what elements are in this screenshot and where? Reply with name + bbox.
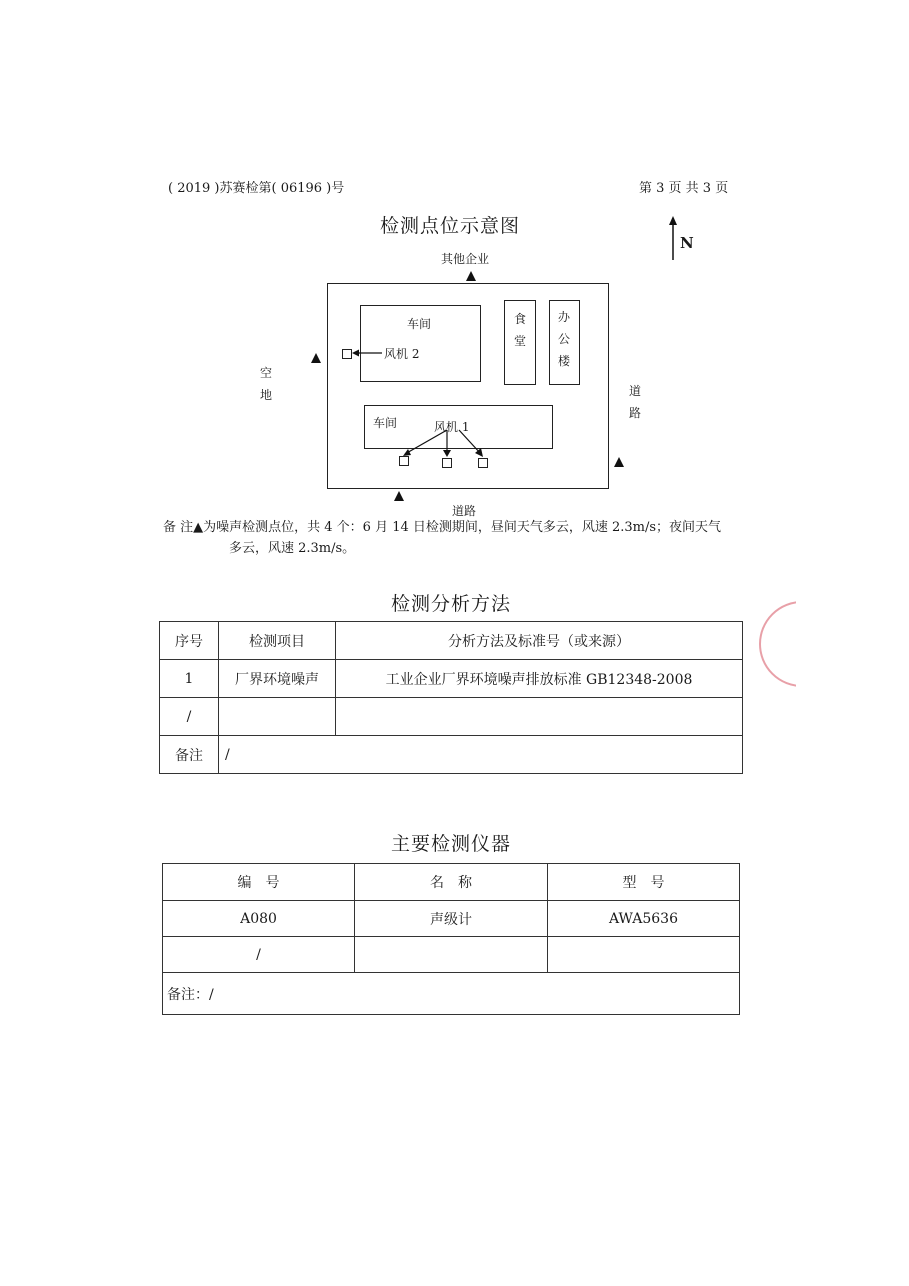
label-road-south: 道路 <box>452 504 477 518</box>
methods-title: 检测分析方法 <box>391 593 512 615</box>
north-label: N <box>680 234 694 252</box>
monitor-point-north <box>466 271 476 281</box>
table-cell <box>355 937 548 973</box>
diagram-title: 检测点位示意图 <box>380 215 521 237</box>
table-cell <box>548 937 740 973</box>
label-other-enterprise: 其他企业 <box>441 252 490 266</box>
table-cell: 声级计 <box>355 901 548 937</box>
fan1-marker-left <box>399 456 409 466</box>
header-cell: 分析方法及标准号（或来源） <box>336 622 743 660</box>
header-cell: 检测项目 <box>219 622 336 660</box>
remark-row <box>160 736 743 774</box>
table-row <box>160 698 743 736</box>
instruments-header-row <box>163 864 740 901</box>
diagram-note-line2: 多云，风速 2.3m/s。 <box>229 541 356 556</box>
header-cell: 名 称 <box>355 864 548 901</box>
table-cell: 1 <box>160 660 219 698</box>
workshop-bottom-label: 车间 <box>373 416 398 430</box>
table-cell: AWA5636 <box>548 901 740 937</box>
table-cell: 工业企业厂界环境噪声排放标准 GB12348-2008 <box>336 660 743 698</box>
label-vacant-land: 空 地 <box>259 366 272 402</box>
remark-value: 备注：/ <box>163 973 740 1015</box>
monitor-point-west <box>311 353 321 363</box>
table-cell: A080 <box>163 901 355 937</box>
table-row <box>160 660 743 698</box>
monitor-point-south <box>394 491 404 501</box>
table-cell <box>336 698 743 736</box>
fan1-label: 风机 1 <box>434 420 470 434</box>
instruments-title: 主要检测仪器 <box>391 833 512 855</box>
page-indicator: 第 3 页 共 3 页 <box>639 181 729 196</box>
remark-row <box>163 973 740 1015</box>
instruments-table <box>162 863 740 1015</box>
fan1-marker-middle <box>442 458 452 468</box>
header-cell: 型 号 <box>548 864 740 901</box>
methods-table <box>159 621 743 774</box>
fan2-arrow-icon <box>350 346 384 360</box>
workshop-top-label: 车间 <box>407 317 432 331</box>
header-cell: 序号 <box>160 622 219 660</box>
table-cell: / <box>160 698 219 736</box>
remark-value: / <box>219 736 743 774</box>
table-cell: / <box>163 937 355 973</box>
diagram-note-line1: 备 注▲为噪声检测点位，共 4 个：6 月 14 日检测期间，昼间天气多云，风速 2.3m/s；夜间天气 <box>163 520 722 535</box>
methods-header-row <box>160 622 743 660</box>
report-number: ( 2019 )苏赛检第( 06196 )号 <box>168 181 345 196</box>
table-row <box>163 901 740 937</box>
fan2-label: 风机 2 <box>384 347 420 361</box>
label-road-east: 道 路 <box>628 384 641 420</box>
office-label: 办 公 楼 <box>557 310 570 368</box>
seal-stamp <box>756 598 796 690</box>
table-cell: 厂界环境噪声 <box>219 660 336 698</box>
remark-label: 备注 <box>160 736 219 774</box>
fan1-arrows-icon <box>395 426 495 462</box>
monitor-point-east <box>614 457 624 467</box>
table-row <box>163 937 740 973</box>
table-cell <box>219 698 336 736</box>
header-cell: 编 号 <box>163 864 355 901</box>
fan1-marker-right <box>478 458 488 468</box>
canteen-label: 食 堂 <box>513 312 526 348</box>
